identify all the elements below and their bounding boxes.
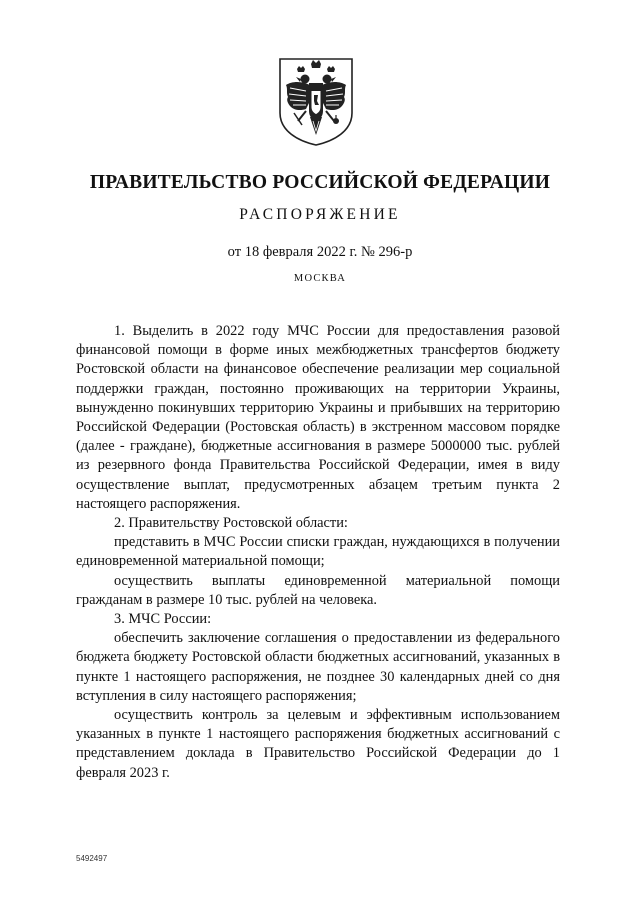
document-body: [76, 322, 560, 783]
government-title: ПРАВИТЕЛЬСТВО РОССИЙСКОЙ ФЕДЕРАЦИИ: [89, 172, 551, 193]
document-type: РАСПОРЯЖЕНИЕ: [239, 206, 401, 223]
paragraph-7: осуществить контроль за целевым и эффективным использованием указанных в пункте 1 настоящего распоряжения бюджетных ассигнований с представлением доклада в Правительство Российской Федерации до 1 февраля 2023 г.: [76, 707, 560, 781]
document-code: 5492497: [76, 854, 108, 863]
document-date-number: от 18 февраля 2022 г. № 296-р: [227, 244, 413, 260]
paragraph-6: обеспечить заключение соглашения о предоставлении из федерального бюджета бюджету Ростовской области бюджетных ассигнований, указанных в пункте 1 настоящего распоряжения, не позднее 30 календарных дней со дня вступления в силу настоящего распоряжения;: [76, 630, 560, 704]
paragraph-2: 2. Правительству Ростовской области:: [114, 515, 348, 532]
paragraph-1: 1. Выделить в 2022 году МЧС России для предоставления разовой финансовой помощи в форме иных межбюджетных трансфертов бюджету Ростовской области на финансовое обеспечение реализации мер социальной поддержки граждан, постоянно проживающих на территории Украины, вынужденно покинувших территорию Украины и прибывших на территорию Российской Федерации (Ростовская область) в экстренном массовом порядке (далее - граждане), бюджетные ассигнования в размере 5000000 тыс. рублей из резервного фонда Правительства Российской Федерации, имея в виду осуществление выплат, предусмотренных абзацем третьим пункта 2 настоящего распоряжения.: [76, 323, 560, 512]
paragraph-3: представить в МЧС России списки граждан, нуждающихся в получении единовременной материальной помощи;: [76, 534, 560, 570]
document-city: МОСКВА: [293, 273, 347, 284]
paragraph-5: 3. МЧС России:: [114, 611, 212, 628]
russian-coat-of-arms-icon: [276, 55, 356, 147]
paragraph-4: осуществить выплаты единовременной материальной помощи гражданам в размере 10 тыс. рублей на человека.: [76, 572, 560, 608]
